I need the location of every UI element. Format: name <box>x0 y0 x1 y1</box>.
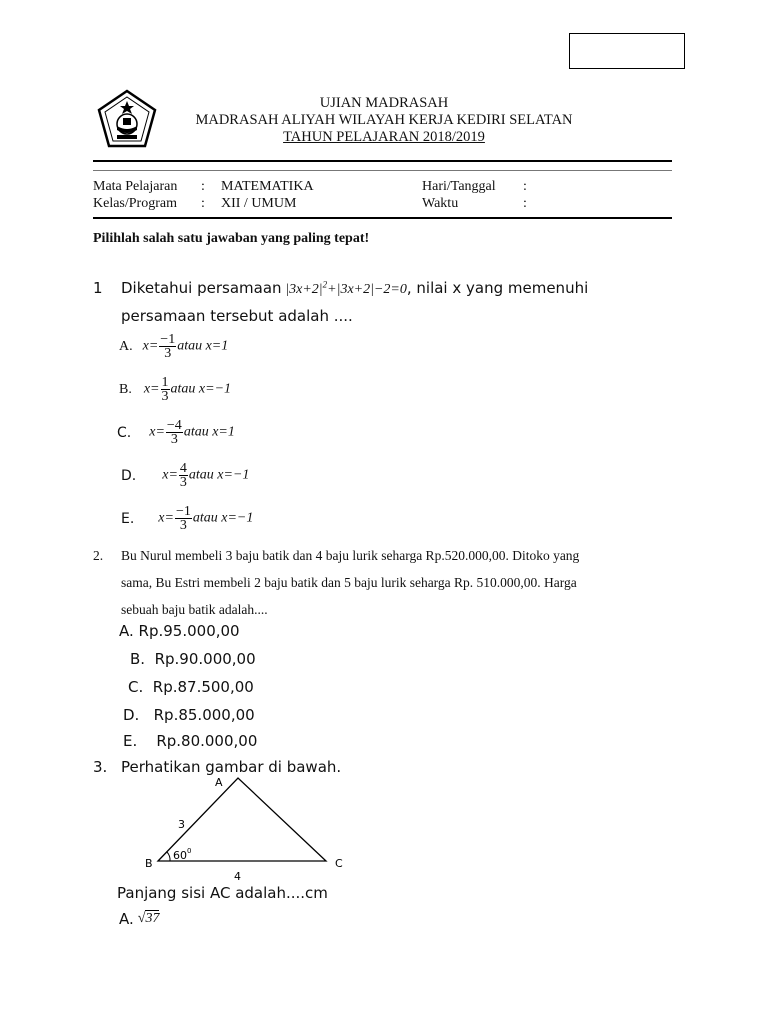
colon: : <box>201 179 205 194</box>
q1-equation: $|3x+2|^2+|3x+2|-2=0$ <box>285 279 407 297</box>
q3-question: Panjang sisi AC adalah....cm <box>117 884 328 902</box>
q1-option-a[interactable]: A. x= $\frac{-1}{3}$ atau x=1 <box>119 332 229 361</box>
academic-year: TAHUN PELAJARAN 2018/2019 <box>283 129 485 145</box>
q2-text-line3: sebuah baju batik adalah.... <box>121 602 268 617</box>
subject-value: MATEMATIKA <box>221 179 314 194</box>
q1-option-c[interactable]: C. x= $\frac{-4}{3}$ atau x=1 <box>117 418 235 447</box>
q1-text-line2: persamaan tersebut adalah .... <box>121 307 353 325</box>
q1-option-b[interactable]: B. x= $\frac{1}{3}$ atau x=−1 <box>119 375 232 404</box>
code-box <box>569 33 685 69</box>
side-ab-label: 3 <box>178 818 185 831</box>
angle-label: 60 <box>173 849 187 862</box>
vertex-c-label: C <box>335 857 343 870</box>
angle-degree-mark: 0 <box>187 847 192 855</box>
colon: : <box>523 196 527 211</box>
q2-text-line2: sama, Bu Estri membeli 2 baju batik dan 5 baju lurik seharga Rp. 510.000,00. Harga <box>121 575 577 590</box>
q2-option-b[interactable]: B. Rp.90.000,00 <box>130 650 256 668</box>
q1-option-e[interactable]: E. x= $\frac{-1}{3}$ atau x=−1 <box>121 504 254 533</box>
q2-option-e[interactable]: E. Rp.80.000,00 <box>123 732 258 750</box>
colon: : <box>201 196 205 211</box>
subject-label: Mata Pelajaran <box>93 179 178 194</box>
class-label: Kelas/Program <box>93 196 177 211</box>
vertex-a-label: A <box>215 776 223 789</box>
time-label: Waktu <box>422 196 459 211</box>
q3-text: Perhatikan gambar di bawah. <box>121 758 342 776</box>
q2-text-line1: Bu Nurul membeli 3 baju batik dan 4 baju lurik seharga Rp.520.000,00. Ditoko yang <box>121 548 580 563</box>
sqrt-expression: √37 <box>137 911 160 926</box>
instruction: Pilihlah salah satu jawaban yang paling tepat! <box>93 231 370 246</box>
angle-arc <box>167 852 170 861</box>
q2-option-d[interactable]: D. Rp.85.000,00 <box>123 706 255 724</box>
q2-number: 2. <box>93 548 104 563</box>
class-value: XII / UMUM <box>221 196 297 211</box>
q1-text-b: , nilai x yang memenuhi <box>406 279 589 297</box>
side-bc-label: 4 <box>234 870 241 883</box>
q3-option-a[interactable]: A. √37 <box>119 910 160 928</box>
info-divider <box>93 217 672 219</box>
header-divider <box>93 160 672 162</box>
exam-title: UJIAN MADRASAH <box>319 95 449 111</box>
q2-option-c[interactable]: C. Rp.87.500,00 <box>128 678 254 696</box>
q2-option-a[interactable]: A. Rp.95.000,00 <box>119 622 240 640</box>
triangle-diagram <box>140 772 360 884</box>
header-divider-thin <box>93 170 672 171</box>
day-label: Hari/Tanggal <box>422 179 496 194</box>
q3-number: 3. <box>93 758 108 776</box>
vertex-b-label: B <box>145 857 153 870</box>
q1-number: 1 <box>93 279 103 297</box>
q1-text-a: Diketahui persamaan <box>121 279 282 297</box>
q1-option-d[interactable]: D. x= $\frac{4}{3}$ atau x=−1 <box>121 461 250 490</box>
q1-text <box>121 279 588 298</box>
colon: : <box>523 179 527 194</box>
school-name: MADRASAH ALIYAH WILAYAH KERJA KEDIRI SELATAN <box>195 112 573 128</box>
